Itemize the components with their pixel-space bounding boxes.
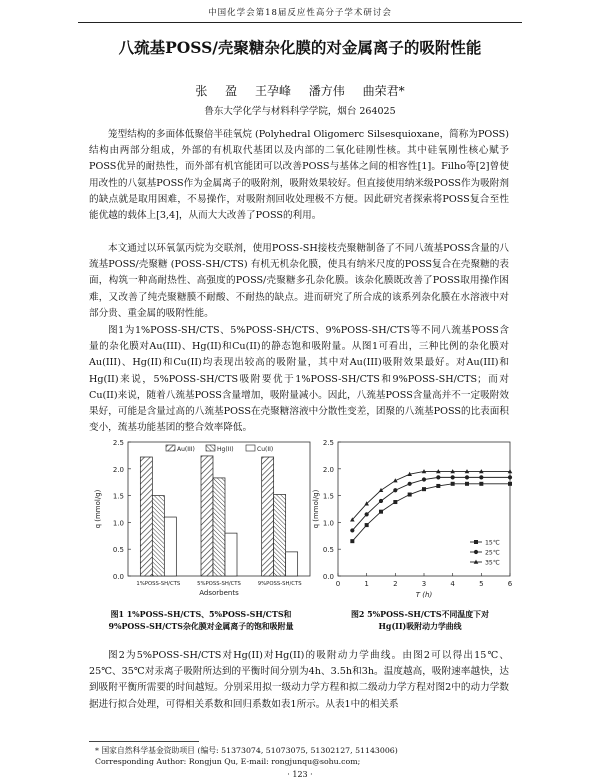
legend-label: 15℃ (485, 539, 500, 547)
y-tick-label: 1.0 (112, 519, 124, 528)
affiliation: 鲁东大学化学与材料科学学院，烟台 264025 (204, 106, 396, 117)
legend-label: Au(III) (177, 446, 195, 453)
x-tick-label: 5 (479, 580, 484, 588)
data-point (365, 512, 369, 516)
data-point (393, 488, 397, 492)
series-line (352, 477, 510, 530)
x-axis-label: Adsorbents (199, 589, 239, 597)
legend-swatch (166, 445, 175, 451)
data-point (408, 493, 412, 497)
data-point (451, 475, 455, 479)
bar (201, 456, 213, 576)
y-tick-label: 0.5 (112, 546, 124, 555)
x-tick-label: 1 (364, 580, 369, 588)
bar (262, 457, 274, 576)
x-tick-label: 5%POSS-SH/CTS (197, 581, 241, 587)
legend-label: 35℃ (485, 559, 500, 567)
author-list: 张 盈 王孕峰 潘方伟 曲荣君* (195, 84, 405, 98)
figure-1-caption: 图1 1%POSS-SH/CTS、5%POSS-SH/CTS和9%POSS-SH/CTS杂化膜对金属离子的饱和吸附量 (108, 610, 294, 631)
y-axis-label: q (mmol/g) (94, 489, 102, 529)
y-tick-label: 1.0 (322, 519, 334, 528)
footnote-rule (89, 741, 199, 742)
footnote-corresponding-author: Corresponding Author: Rongjun Qu, E-mail: rongjunqu@sohu.com; (95, 757, 361, 766)
y-tick-label: 2.0 (322, 465, 334, 474)
y-tick-label: 0.5 (322, 546, 334, 555)
data-point (479, 482, 483, 486)
legend-marker (474, 550, 478, 554)
data-point (365, 523, 369, 527)
article-title: 八巯基POSS/壳聚糖杂化膜的对金属离子的吸附性能 (118, 38, 482, 57)
header-rule (78, 22, 522, 23)
bar (164, 517, 176, 576)
y-tick-label: 1.5 (112, 492, 124, 501)
legend-label: 25℃ (485, 549, 500, 557)
x-tick-label: 2 (393, 580, 398, 588)
data-point (379, 488, 384, 492)
x-tick-label: 6 (507, 580, 513, 588)
data-point (508, 475, 512, 479)
paragraph-results-fig2: 图2为5%POSS-SH/CTS对Hg(II)对Hg(II)的吸附动力学曲线。由图2可以得出15℃、25℃、35℃对汞离子吸附所达到的平衡时间分别为4h、3.5h和3h。温度越高，吸附速率越快，达到吸附平衡所需要的时间越短。分别采用拟一级动力学方程和拟二级动力学方程对图2中的动力学数据进行拟合处理，可得相关系数和回归系数如表1所示。从表1中的相关系 (89, 650, 509, 710)
data-point (422, 477, 426, 481)
x-axis-label: T (h) (415, 591, 433, 599)
data-point (451, 482, 455, 486)
legend-label: Cu(II) (257, 446, 274, 453)
data-point (508, 482, 512, 486)
y-tick-label: 2.0 (112, 465, 124, 474)
data-point (379, 499, 383, 503)
data-point (408, 482, 412, 486)
figure-1-bar-chart (88, 434, 320, 612)
x-tick-label: 0 (335, 580, 341, 588)
data-point (422, 487, 426, 491)
page-number: · 123 · (287, 770, 313, 779)
x-tick-label: 1%POSS-SH/CTS (136, 581, 181, 587)
y-tick-label: 1.5 (322, 492, 334, 501)
bar (225, 533, 237, 576)
data-point (436, 484, 440, 488)
series-line (352, 484, 510, 541)
bar (286, 552, 298, 576)
figure-2-caption: 图2 5%POSS-SH/CTS不同温度下对Hg(II)吸附动力学曲线 (351, 610, 489, 631)
footnote-funding: * 国家自然科学基金资助项目 (编号: 51373074, 51073075, 51302127, 51143006) (95, 746, 398, 755)
data-point (350, 528, 354, 532)
data-point (465, 482, 469, 486)
data-point (465, 475, 469, 479)
legend-label: Hg(II) (217, 446, 234, 453)
paragraph-intro: 笼型结构的多面体低聚倍半硅氧烷 (Polyhedral Oligomerc Silsesquioxane，简称为POSS) 结构由两部分组成，外部的有机取代基团以及内部的二氧化硅刚性核。其中硅氧刚性核心赋予POSS优异的耐热性，而外部有机官能团可以改善POSS与基体之间的相容性[1]。Filho等[2]曾使用改性的八氨基POSS作为金属离子的吸附剂，吸附效果较好。但直接使用纳米级POSS作为吸附剂的缺点就是取用困难，不易操作，对吸附剂回收处理极不方便。因此研究者探索将POSS复合至性能优越的载体上[3,4]，从而大大改善了POSS的利用。 (89, 129, 509, 222)
x-tick-label: 4 (450, 580, 455, 588)
data-point (379, 510, 383, 514)
y-tick-label: 0.0 (322, 573, 334, 581)
legend-marker (474, 540, 478, 544)
y-tick-label: 2.5 (112, 439, 124, 447)
bar (140, 457, 152, 576)
legend-swatch (206, 445, 215, 451)
bar (274, 495, 286, 576)
figure-2-line-chart (310, 434, 522, 612)
data-point (479, 475, 483, 479)
paragraph-method: 本文通过以环氧氯丙烷为交联剂，使用POSS-SH接枝壳聚糖制备了不同八巯基POSS含量的八巯基POSS/壳聚糖 (POSS-SH/CTS) 有机无机杂化膜，使具有纳米尺度的POSS复合在壳聚糖的表面，构筑一种高耐热性、高强度的POSS/壳聚糖多孔杂化膜。该杂化膜既改善了POSS取用操作困难，又改善了纯壳聚糖膜不耐酸、不耐热的缺点。进而研究了所合成的该系列杂化膜在水溶液中对部分贵、重金属的吸附性能。 (89, 243, 509, 319)
bar (152, 496, 164, 576)
y-tick-label: 0.0 (112, 573, 124, 581)
legend-swatch (246, 445, 255, 451)
bar (213, 478, 225, 576)
data-point (436, 475, 440, 479)
x-tick-label: 9%POSS-SH/CTS (257, 581, 302, 587)
paragraph-results-fig1: 图1为1%POSS-SH/CTS、5%POSS-SH/CTS、9%POSS-SH/CTS等不同八巯基POSS含量的杂化膜对Au(III)、Hg(II)和Cu(II)的静态饱和吸附量。从图1可看出，三种比例的杂化膜对Au(III)、Hg(II)和Cu(II)均表现出较高的吸附量，其中对Au(III)吸附效果最好。对Au(III)和Hg(II)来说，5%POSS-SH/CTS吸附要优于1%POSS-SH/CTS和9%POSS-SH/CTS；而对Cu(II)来说，随着八巯基POSS含量增加，吸附量减小。因此，八巯基POSS含量高并不一定吸附效果好，可能是含量过高的八巯基POSS在壳聚糖溶液中分散性变差，团聚的八巯基POSS的比表面积变小，巯基功能基团的整合效率降低。 (89, 325, 509, 434)
x-tick-label: 3 (421, 580, 427, 588)
y-tick-label: 2.5 (322, 439, 334, 447)
y-axis-label: q (mmol/g) (312, 489, 320, 529)
data-point (393, 500, 397, 504)
data-point (350, 539, 354, 543)
running-head: 中国化学会第18届反应性高分子学术研讨会 (208, 8, 392, 18)
